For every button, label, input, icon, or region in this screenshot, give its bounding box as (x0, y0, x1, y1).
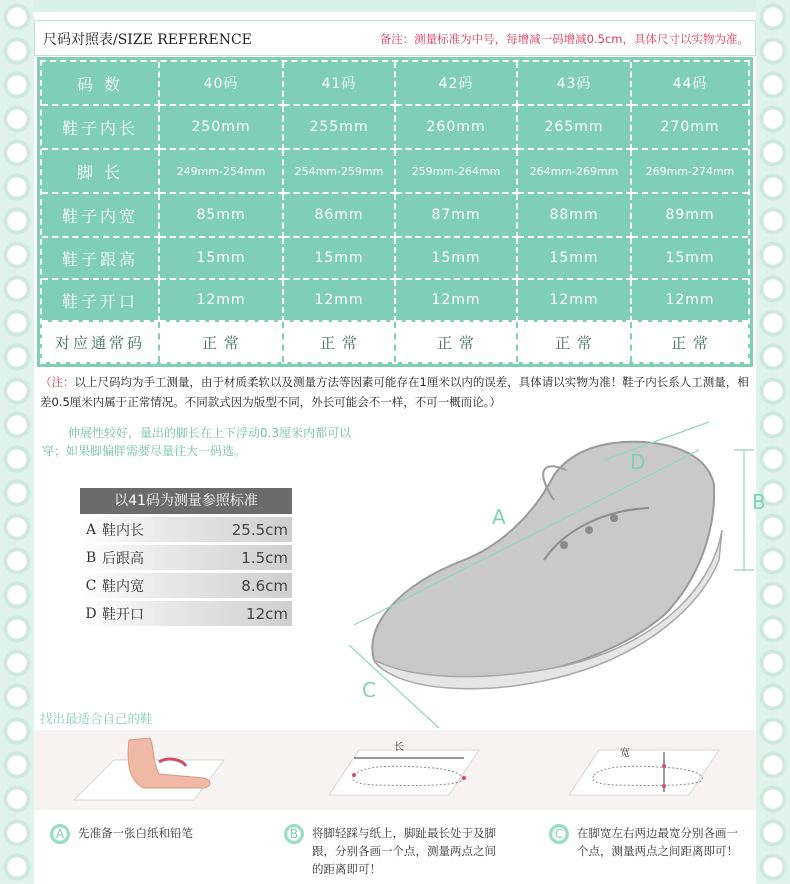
size-table (40, 60, 750, 364)
measure-name: 鞋开口 (102, 606, 144, 623)
figure-foot (64, 730, 234, 810)
measure-row (80, 573, 292, 598)
chart-title: 尺码对照表/SIZE REFERENCE (43, 32, 252, 48)
shoe-diagram (304, 410, 766, 730)
measure-reference-title: 以41码为测量参照标准 (80, 488, 292, 514)
table-row (42, 106, 748, 150)
lace-border-right (756, 0, 790, 884)
table-cell: 正 常 (160, 322, 284, 362)
disclaimer-text: 以上尺码均为手工测量，由于材质柔软以及测量方法等因素可能存在1厘米以内的误差，具体请以实物为准！鞋子内长系人工测量，相差0.5厘米内属于正常情况。不同款式因为版型不同，外长可能会不一样，不可一概而论。） (40, 375, 749, 409)
measure-key: A (85, 521, 97, 538)
length-label: 长 (394, 742, 404, 753)
measure-value: 8.6cm (241, 576, 288, 595)
row-label: 对应通常码 (42, 322, 160, 362)
how-to-band (34, 730, 756, 810)
table-cell: 85mm (160, 194, 284, 238)
fit-tip: 伸展性较好，量出的脚长在上下浮动0.3厘米内都可以穿；如果脚偏胖需要尽量往大一码选。 (42, 426, 352, 458)
row-label: 鞋子跟高 (42, 238, 160, 280)
table-header-row (42, 62, 748, 106)
measurement-note: 备注：测量标准为中号，每增减一码增减0.5cm，具体尺寸以实物为准。 (379, 32, 749, 46)
measure-row (80, 517, 292, 542)
table-row (42, 150, 748, 194)
measure-key: D (85, 605, 97, 622)
measure-name: 鞋内宽 (102, 578, 144, 595)
how-to-title: 找出最适合自己的鞋 (40, 711, 153, 726)
point-marker (352, 773, 356, 777)
table-cell: 12mm (632, 280, 748, 322)
table-cell: 260mm (396, 106, 518, 150)
column-header: 43码 (518, 62, 632, 106)
point-marker (662, 764, 666, 768)
column-header: 41码 (284, 62, 396, 106)
table-cell: 15mm (284, 238, 396, 280)
row-label: 鞋子内宽 (42, 194, 160, 238)
row-label: 脚 长 (42, 150, 160, 194)
figure-length (324, 730, 484, 810)
step-c (549, 824, 749, 860)
step-text: 先准备一张白纸和铅笔 (78, 826, 193, 840)
table-row (42, 194, 748, 238)
column-header: 42码 (396, 62, 518, 106)
table-cell: 86mm (284, 194, 396, 238)
measure-key: C (85, 577, 97, 594)
shoe-eyelet (610, 514, 618, 522)
label-a: A (492, 505, 506, 529)
table-cell: 正 常 (284, 322, 396, 362)
disclaimer (40, 372, 752, 412)
shoe-eyelet (585, 526, 593, 534)
disclaimer-prefix: （注： (40, 375, 75, 389)
table-cell: 15mm (518, 238, 632, 280)
measure-key: B (85, 549, 97, 566)
table-cell: 12mm (396, 280, 518, 322)
point-marker (662, 784, 666, 788)
step-a (50, 824, 260, 844)
point-marker (462, 776, 466, 780)
label-d: D (630, 450, 646, 474)
table-cell: 12mm (518, 280, 632, 322)
measure-row (80, 545, 292, 570)
step-text: 在脚宽左右两边最宽分别各画一个点，测量两点之间距离即可！ (577, 826, 738, 858)
measure-value: 12cm (246, 604, 288, 623)
step-text: 将脚轻踩与纸上，脚趾最长处于及脚跟，分别各画一个点，测量两点之间的距离即可！ (312, 826, 496, 876)
table-cell: 12mm (284, 280, 396, 322)
column-header: 40码 (160, 62, 284, 106)
table-cell: 254mm-259mm (284, 150, 396, 194)
table-cell: 88mm (518, 194, 632, 238)
measure-value: 25.5cm (231, 520, 288, 539)
measure-name: 鞋内长 (102, 522, 144, 539)
table-cell: 265mm (518, 106, 632, 150)
table-cell: 15mm (632, 238, 748, 280)
table-cell: 269mm-274mm (632, 150, 748, 194)
table-cell: 259mm-264mm (396, 150, 518, 194)
measure-name: 后跟高 (102, 550, 144, 567)
foot-width-icon (564, 730, 724, 810)
figure-width (564, 730, 724, 810)
table-cell: 89mm (632, 194, 748, 238)
table-cell: 249mm-254mm (160, 150, 284, 194)
table-cell: 15mm (396, 238, 518, 280)
measure-row (80, 601, 292, 626)
table-cell: 正 常 (632, 322, 748, 362)
measure-reference-table (80, 488, 292, 626)
table-cell: 15mm (160, 238, 284, 280)
row-label: 鞋子内长 (42, 106, 160, 150)
measure-value: 1.5cm (241, 548, 288, 567)
step-badge: C (549, 824, 569, 844)
lace-border-left (0, 0, 34, 884)
table-footer-row (42, 322, 748, 362)
table-cell: 87mm (396, 194, 518, 238)
foot-length-icon (324, 730, 484, 810)
step-badge: A (50, 824, 70, 844)
table-cell: 正 常 (396, 322, 518, 362)
table-row (42, 280, 748, 322)
table-cell: 正 常 (518, 322, 632, 362)
row-label: 鞋子开口 (42, 280, 160, 322)
width-label: 宽 (620, 748, 630, 759)
foot-on-paper-icon (64, 730, 234, 810)
table-cell: 12mm (160, 280, 284, 322)
table-cell: 270mm (632, 106, 748, 150)
table-row (42, 238, 748, 280)
size-chart-panel (34, 12, 766, 884)
label-b: B (752, 490, 766, 514)
table-cell: 250mm (160, 106, 284, 150)
label-c: C (362, 678, 376, 702)
column-header: 码 数 (42, 62, 160, 106)
column-header: 44码 (632, 62, 748, 106)
step-b (284, 824, 499, 878)
table-cell: 255mm (284, 106, 396, 150)
step-badge: B (284, 824, 304, 844)
table-cell: 264mm-269mm (518, 150, 632, 194)
shoe-eyelet (560, 541, 568, 549)
chart-header (34, 20, 756, 56)
